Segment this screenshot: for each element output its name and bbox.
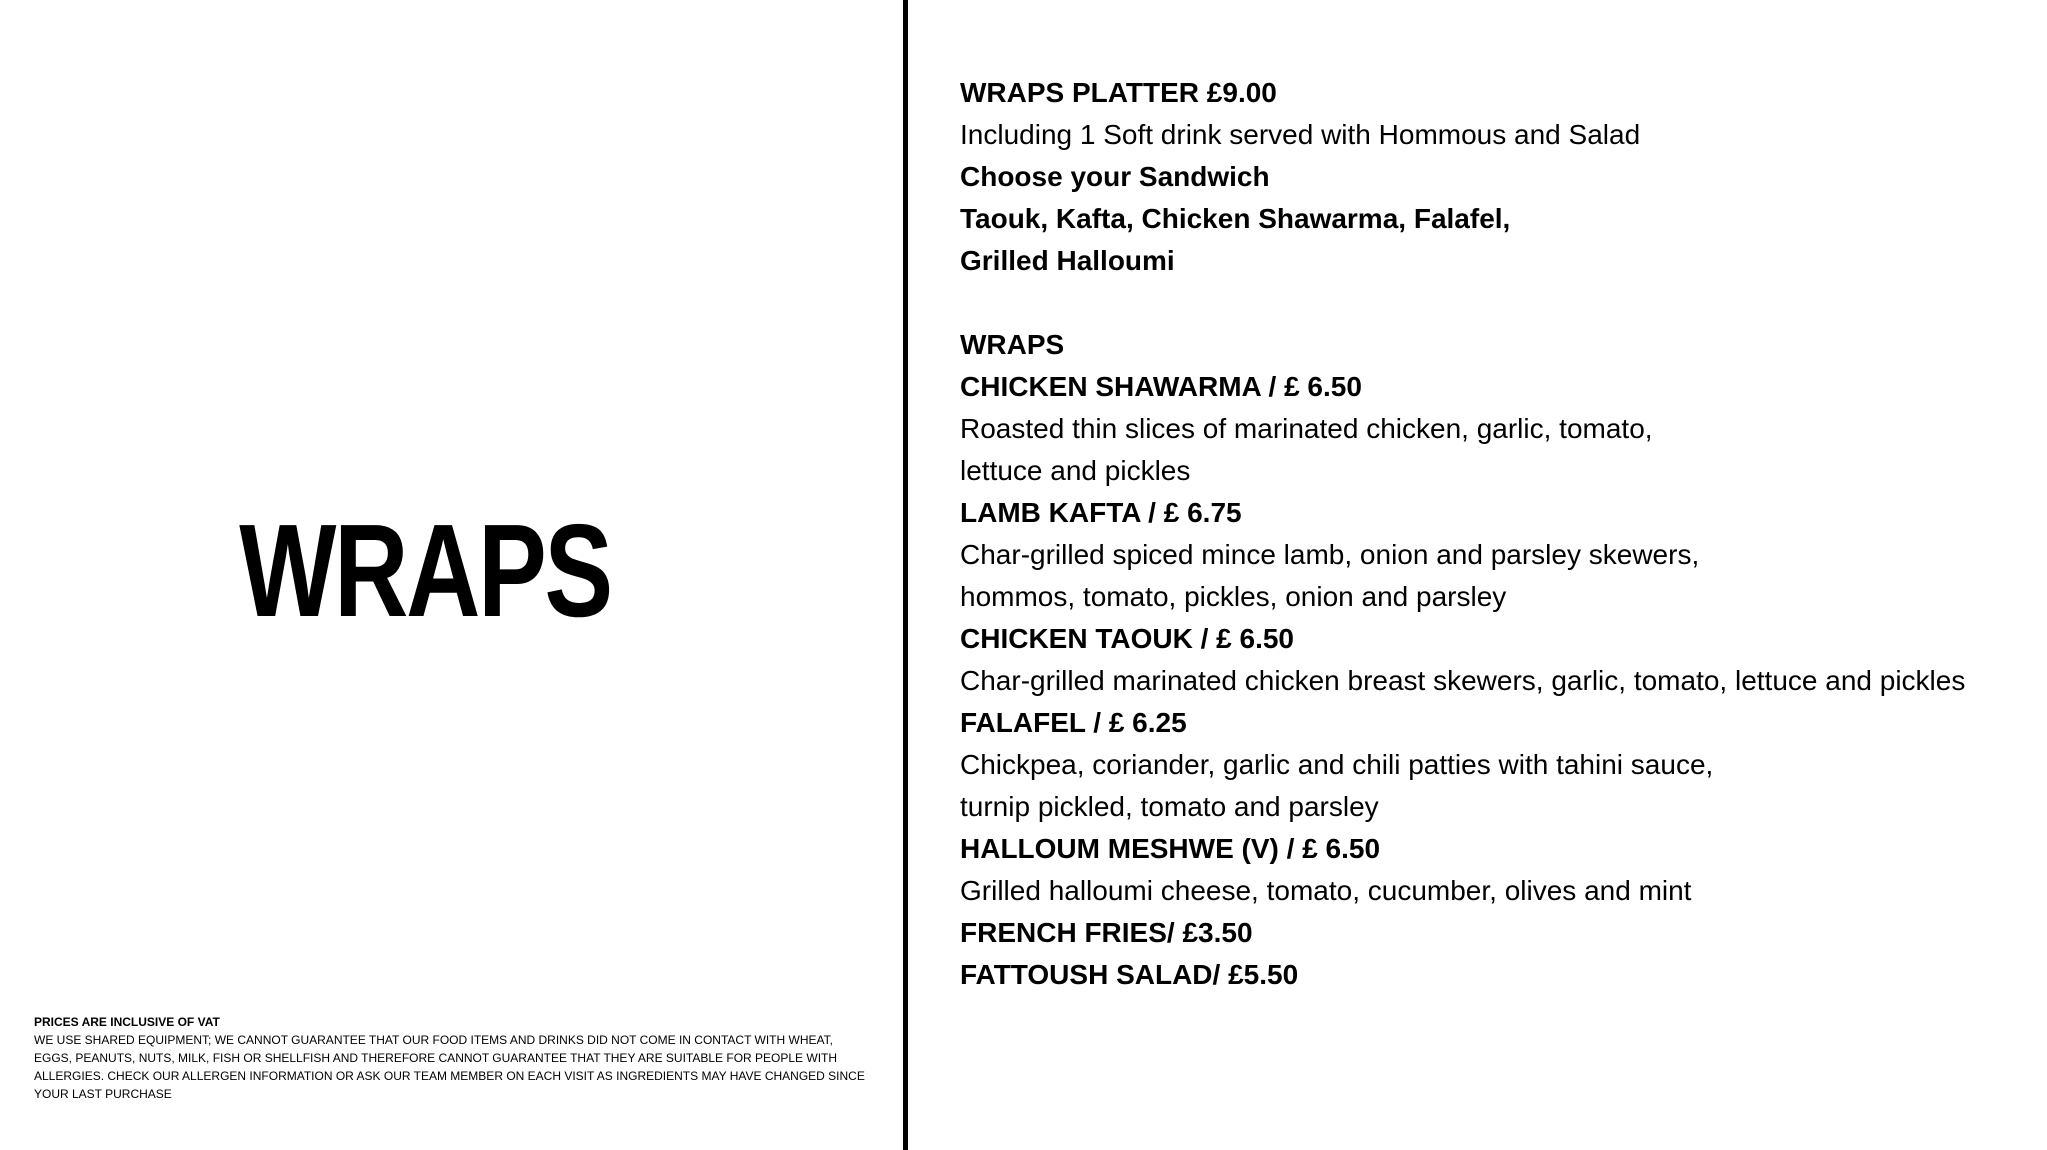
menu-item-description: Grilled halloumi cheese, tomato, cucumber, olives and mint bbox=[960, 875, 1692, 906]
platter-title: WRAPS PLATTER £9.00 bbox=[960, 77, 1277, 108]
menu-item-description: Chickpea, coriander, garlic and chili patties with tahini sauce, bbox=[960, 749, 1714, 780]
wraps-section bbox=[960, 324, 2040, 996]
menu-item-description: Roasted thin slices of marinated chicken, garlic, tomato, bbox=[960, 413, 1653, 444]
menu-item bbox=[960, 618, 2040, 702]
side-item-name: FRENCH FRIES/ £3.50 bbox=[960, 917, 1253, 948]
menu-item-description: lettuce and pickles bbox=[960, 455, 1191, 486]
menu-item-description: Char-grilled marinated chicken breast skewers, garlic, tomato, lettuce and pickles bbox=[960, 665, 1966, 696]
menu-item-name: CHICKEN TAOUK / £ 6.50 bbox=[960, 623, 1294, 654]
menu-item bbox=[960, 366, 2040, 492]
menu-item-description: Char-grilled spiced mince lamb, onion and parsley skewers, bbox=[960, 539, 1700, 570]
menu-item-description: turnip pickled, tomato and parsley bbox=[960, 791, 1379, 822]
platter-choose-heading: Choose your Sandwich bbox=[960, 161, 1270, 192]
disclaimer-line: ALLERGIES. CHECK OUR ALLERGEN INFORMATION OR ASK OUR TEAM MEMBER ON EACH VISIT AS INGREDIENTS MAY HAVE CHANGED SINCE bbox=[34, 1069, 865, 1083]
page-title: WRAPS bbox=[239, 497, 611, 644]
menu-item-name: FALAFEL / £ 6.25 bbox=[960, 707, 1187, 738]
platter-section bbox=[960, 72, 2040, 282]
menu-panel bbox=[960, 72, 2040, 996]
platter-options: Grilled Halloumi bbox=[960, 245, 1175, 276]
allergen-disclaimer bbox=[34, 1013, 874, 1103]
side-item-name: FATTOUSH SALAD/ £5.50 bbox=[960, 959, 1299, 990]
platter-includes: Including 1 Soft drink served with Hommous and Salad bbox=[960, 119, 1641, 150]
disclaimer-line: WE USE SHARED EQUIPMENT; WE CANNOT GUARANTEE THAT OUR FOOD ITEMS AND DRINKS DID NOT COME IN CONTACT WITH WHEAT, bbox=[34, 1033, 833, 1047]
menu-item bbox=[960, 492, 2040, 618]
menu-item bbox=[960, 828, 2040, 912]
section-spacer bbox=[960, 282, 2040, 324]
wraps-heading: WRAPS bbox=[960, 329, 1065, 360]
disclaimer-line: YOUR LAST PURCHASE bbox=[34, 1087, 172, 1101]
menu-item-name: HALLOUM MESHWE (V) / £ 6.50 bbox=[960, 833, 1381, 864]
disclaimer-line: EGGS, PEANUTS, NUTS, MILK, FISH OR SHELLFISH AND THEREFORE CANNOT GUARANTEE THAT THEY ARE SUITABLE FOR PEOPLE WITH bbox=[34, 1051, 838, 1065]
menu-item-name: LAMB KAFTA / £ 6.75 bbox=[960, 497, 1242, 528]
left-panel bbox=[0, 0, 903, 1150]
menu-item bbox=[960, 702, 2040, 828]
platter-options: Taouk, Kafta, Chicken Shawarma, Falafel, bbox=[960, 203, 1511, 234]
vertical-divider bbox=[903, 0, 908, 1150]
menu-item-name: CHICKEN SHAWARMA / £ 6.50 bbox=[960, 371, 1362, 402]
vat-notice: PRICES ARE INCLUSIVE OF VAT bbox=[34, 1015, 220, 1029]
menu-item-description: hommos, tomato, pickles, onion and parsley bbox=[960, 581, 1507, 612]
